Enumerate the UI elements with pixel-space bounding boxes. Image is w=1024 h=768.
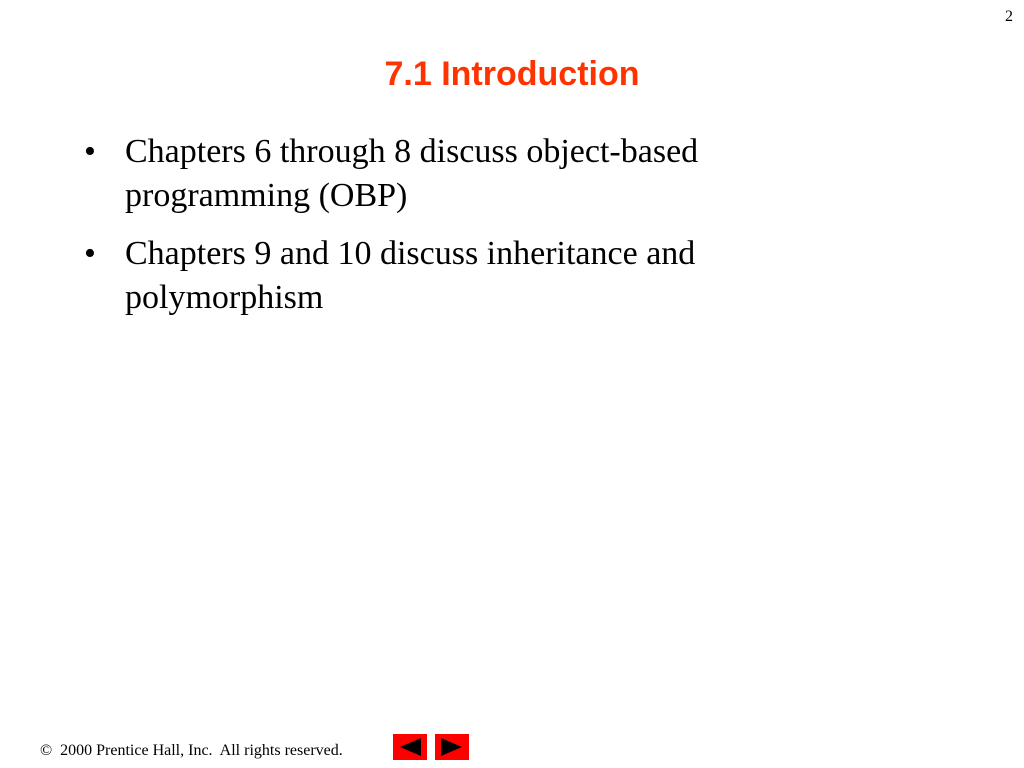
bullet-text: Chapters 6 through 8 discuss object-based programming (OBP) [125,133,699,214]
next-slide-button[interactable] [435,734,469,760]
bullet-item [84,232,844,320]
copyright-notice: © 2000 Prentice Hall, Inc. All rights reserved. [40,742,343,759]
slide-title: 7.1 Introduction [384,55,640,93]
footer [0,734,1024,764]
triangle-left-icon [393,734,427,760]
bullet-text: Chapters 9 and 10 discuss inheritance and polymorphism [125,235,696,316]
triangle-right-icon [435,734,469,760]
bullet-item [84,130,844,218]
bullet-marker: • [84,235,96,272]
bullet-marker: • [84,133,96,170]
previous-slide-button[interactable] [393,734,427,760]
slide-number: 2 [1005,8,1013,25]
bullet-list [84,130,844,334]
